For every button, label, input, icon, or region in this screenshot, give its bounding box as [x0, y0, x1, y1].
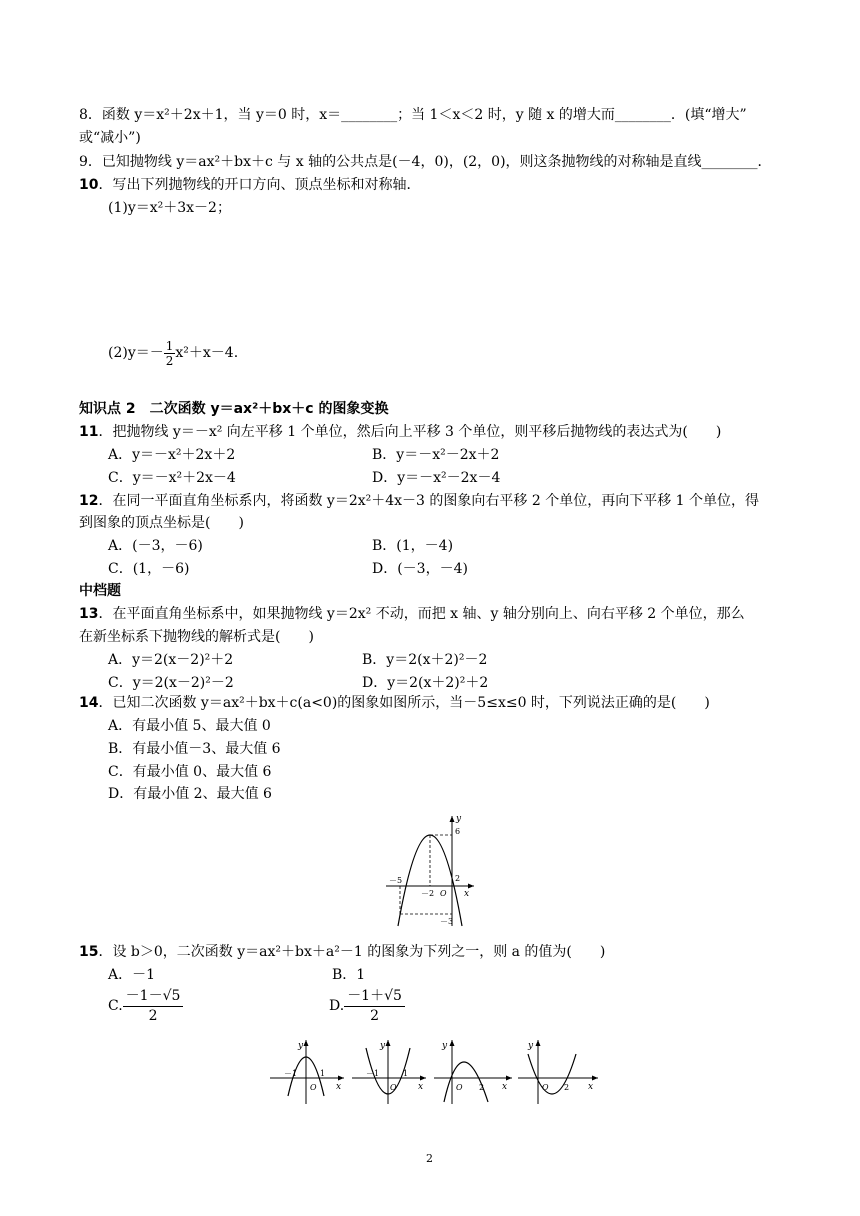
- x-axis-arrow: [420, 1076, 426, 1081]
- q14-option-c: C．有最小值 0、最大值 6: [108, 764, 272, 780]
- q11-line: [79, 423, 721, 441]
- option-d-letter: D.: [329, 998, 345, 1014]
- fraction-numerator: －1＋√5: [344, 987, 405, 1007]
- origin-label: O: [542, 1083, 549, 1092]
- origin-label: O: [390, 1083, 397, 1092]
- q10-part2-suffix: x²＋x－4.: [175, 345, 239, 361]
- q8-line2: 或“减小”): [79, 130, 141, 146]
- fraction-denominator: 2: [165, 353, 174, 368]
- x-axis-label: x: [464, 889, 470, 899]
- q10-part2-prefix: (2)y＝－: [108, 345, 164, 361]
- q12-option-c: C．(1，－6): [108, 561, 190, 577]
- q14-parabola-graph: [378, 810, 478, 930]
- q15-graphs: [266, 1036, 602, 1108]
- q15-graph-3: [434, 1040, 512, 1104]
- q12-option-d: D．(－3，－4): [372, 561, 468, 577]
- x-label: x: [418, 1082, 424, 1092]
- q12-text: ．在同一平面直角坐标系内，将函数 y＝2x²＋4x－3 的图象向右平移 2 个单位，再向下平移 1 个单位，得: [98, 493, 760, 509]
- parabola-curve: [444, 1062, 488, 1102]
- q14-text: ．已知二次函数 y＝ax²＋bx＋c(a<0)的图象如图所示，当－5≤x≤0 时，下列说法正确的是( ): [98, 695, 710, 711]
- q13-option-d: D．y＝2(x＋2)²＋2: [362, 675, 489, 691]
- q13-line1: [79, 605, 745, 623]
- q12-line1: [79, 492, 759, 510]
- y-axis-arrow: [536, 1040, 541, 1046]
- page-number: 2: [426, 1152, 433, 1165]
- origin-label: O: [456, 1083, 463, 1092]
- x-label: x: [588, 1082, 594, 1092]
- q15-text: ．设 b＞0，二次函数 y＝ax²＋bx＋a²－1 的图象为下列之一，则 a 的值为( ): [98, 944, 606, 960]
- q12-option-a: A．(－3，－6): [108, 538, 203, 554]
- y-axis-arrow: [450, 1040, 455, 1046]
- q9-line: [79, 153, 772, 171]
- q11-option-b: B．y＝－x²－2x＋2: [372, 447, 500, 463]
- fraction-denominator: 2: [370, 1007, 380, 1024]
- q13-option-a: A．y＝2(x－2)²＋2: [108, 652, 234, 668]
- y-label: y: [380, 1041, 386, 1051]
- y-axis-arrow: [386, 1040, 391, 1046]
- label-six: 6: [455, 827, 461, 836]
- origin-label: O: [310, 1083, 317, 1092]
- q14-number: 14: [79, 695, 99, 711]
- label-neg3: －3: [440, 917, 454, 926]
- q12-line2: 到图象的顶点坐标是( ): [79, 515, 244, 531]
- x-label: x: [502, 1082, 508, 1092]
- label-neg1: －1: [284, 1069, 298, 1078]
- q14-option-b: B．有最小值－3、最大值 6: [108, 741, 281, 757]
- x-label: x: [336, 1082, 342, 1092]
- q11-option-c: C．y＝－x²＋2x－4: [108, 470, 236, 486]
- option-c-fraction: [123, 987, 184, 1026]
- q11-number: 11: [79, 424, 99, 440]
- y-axis-arrow: [450, 816, 455, 822]
- q15-number: 15: [79, 944, 99, 960]
- q15-option-b: B．1: [332, 967, 366, 983]
- label-one: 1: [320, 1069, 326, 1078]
- q8-number: 8: [79, 107, 88, 123]
- q10-text: ．写出下列抛物线的开口方向、顶点坐标和对称轴．: [98, 177, 421, 193]
- section-title-mid-level: 中档题: [79, 583, 121, 599]
- q10-part1: (1)y＝x²＋3x－2；: [108, 200, 231, 216]
- q9-text: ．已知抛物线 y＝ax²＋bx＋c 与 x 轴的公共点是(－4，0)，(2，0)，则这条抛物线的对称轴是直线________．: [87, 154, 772, 170]
- q10-part2-fraction: [164, 339, 176, 368]
- q11-text: ．把抛物线 y＝－x² 向左平移 1 个单位，然后向上平移 3 个单位，则平移后抛物线的表达式为( ): [98, 424, 722, 440]
- q11-option-d: D．y＝－x²－2x－4: [372, 470, 501, 486]
- label-two: 2: [564, 1083, 570, 1092]
- q13-option-b: B．y＝2(x＋2)²－2: [362, 652, 488, 668]
- q10-part2: [108, 336, 238, 370]
- label-neg2: －2: [421, 889, 435, 898]
- q13-number: 13: [79, 606, 99, 622]
- label-two: 2: [479, 1083, 485, 1092]
- q15-option-d: [329, 986, 405, 1026]
- q15-graph-2: [352, 1040, 426, 1104]
- y-axis-arrow: [304, 1040, 309, 1046]
- q10-number: 10: [79, 177, 99, 193]
- fraction-numerator: 1: [165, 338, 174, 353]
- y-label: y: [528, 1041, 534, 1051]
- q15-option-c: [108, 986, 183, 1026]
- option-d-fraction: [344, 987, 405, 1026]
- q14-option-a: A．有最小值 5、最大值 0: [108, 718, 271, 734]
- q12-number: 12: [79, 493, 99, 509]
- label-two: 2: [455, 874, 461, 883]
- q15-graph-1: [270, 1040, 344, 1104]
- q9-number: 9: [79, 154, 88, 170]
- option-c-letter: C.: [108, 998, 123, 1014]
- x-axis-arrow: [338, 1076, 344, 1081]
- x-axis-arrow: [506, 1076, 512, 1081]
- q13-text: ．在平面直角坐标系中，如果抛物线 y＝2x² 不动，而把 x 轴、y 轴分别向上、向右平移 2 个单位，那么: [98, 606, 745, 622]
- q8-line1: [79, 106, 747, 124]
- q15-graph-4: [518, 1040, 598, 1104]
- q14-option-d: D．有最小值 2、最大值 6: [108, 786, 272, 802]
- q10-line: [79, 176, 420, 194]
- y-label: y: [298, 1041, 304, 1051]
- origin-label: O: [440, 889, 447, 898]
- x-axis-arrow: [468, 884, 474, 889]
- q8-text: ．函数 y＝x²＋2x＋1，当 y＝0 时，x＝________；当 1＜x＜2 时，y 随 x 的增大而________．(填“增大”: [87, 107, 747, 123]
- q13-line2: 在新坐标系下抛物线的解析式是( ): [79, 629, 314, 645]
- label-neg5: －5: [389, 876, 403, 885]
- fraction-numerator: －1－√5: [123, 987, 184, 1007]
- x-axis-arrow: [592, 1076, 598, 1081]
- y-label: y: [442, 1041, 448, 1051]
- q14-line: [79, 694, 710, 712]
- section-title-knowledge-2: 知识点 2 二次函数 y＝ax²＋bx＋c 的图象变换: [79, 401, 389, 417]
- y-axis-label: y: [456, 814, 462, 824]
- q15-line: [79, 943, 605, 961]
- q12-option-b: B．(1，－4): [372, 538, 454, 554]
- label-neg1: －1: [366, 1069, 380, 1078]
- q11-option-a: A．y＝－x²＋2x＋2: [108, 447, 236, 463]
- q15-option-a: A．－1: [108, 967, 156, 983]
- q13-option-c: C．y＝2(x－2)²－2: [108, 675, 234, 691]
- label-one: 1: [403, 1069, 409, 1078]
- fraction-denominator: 2: [148, 1007, 158, 1024]
